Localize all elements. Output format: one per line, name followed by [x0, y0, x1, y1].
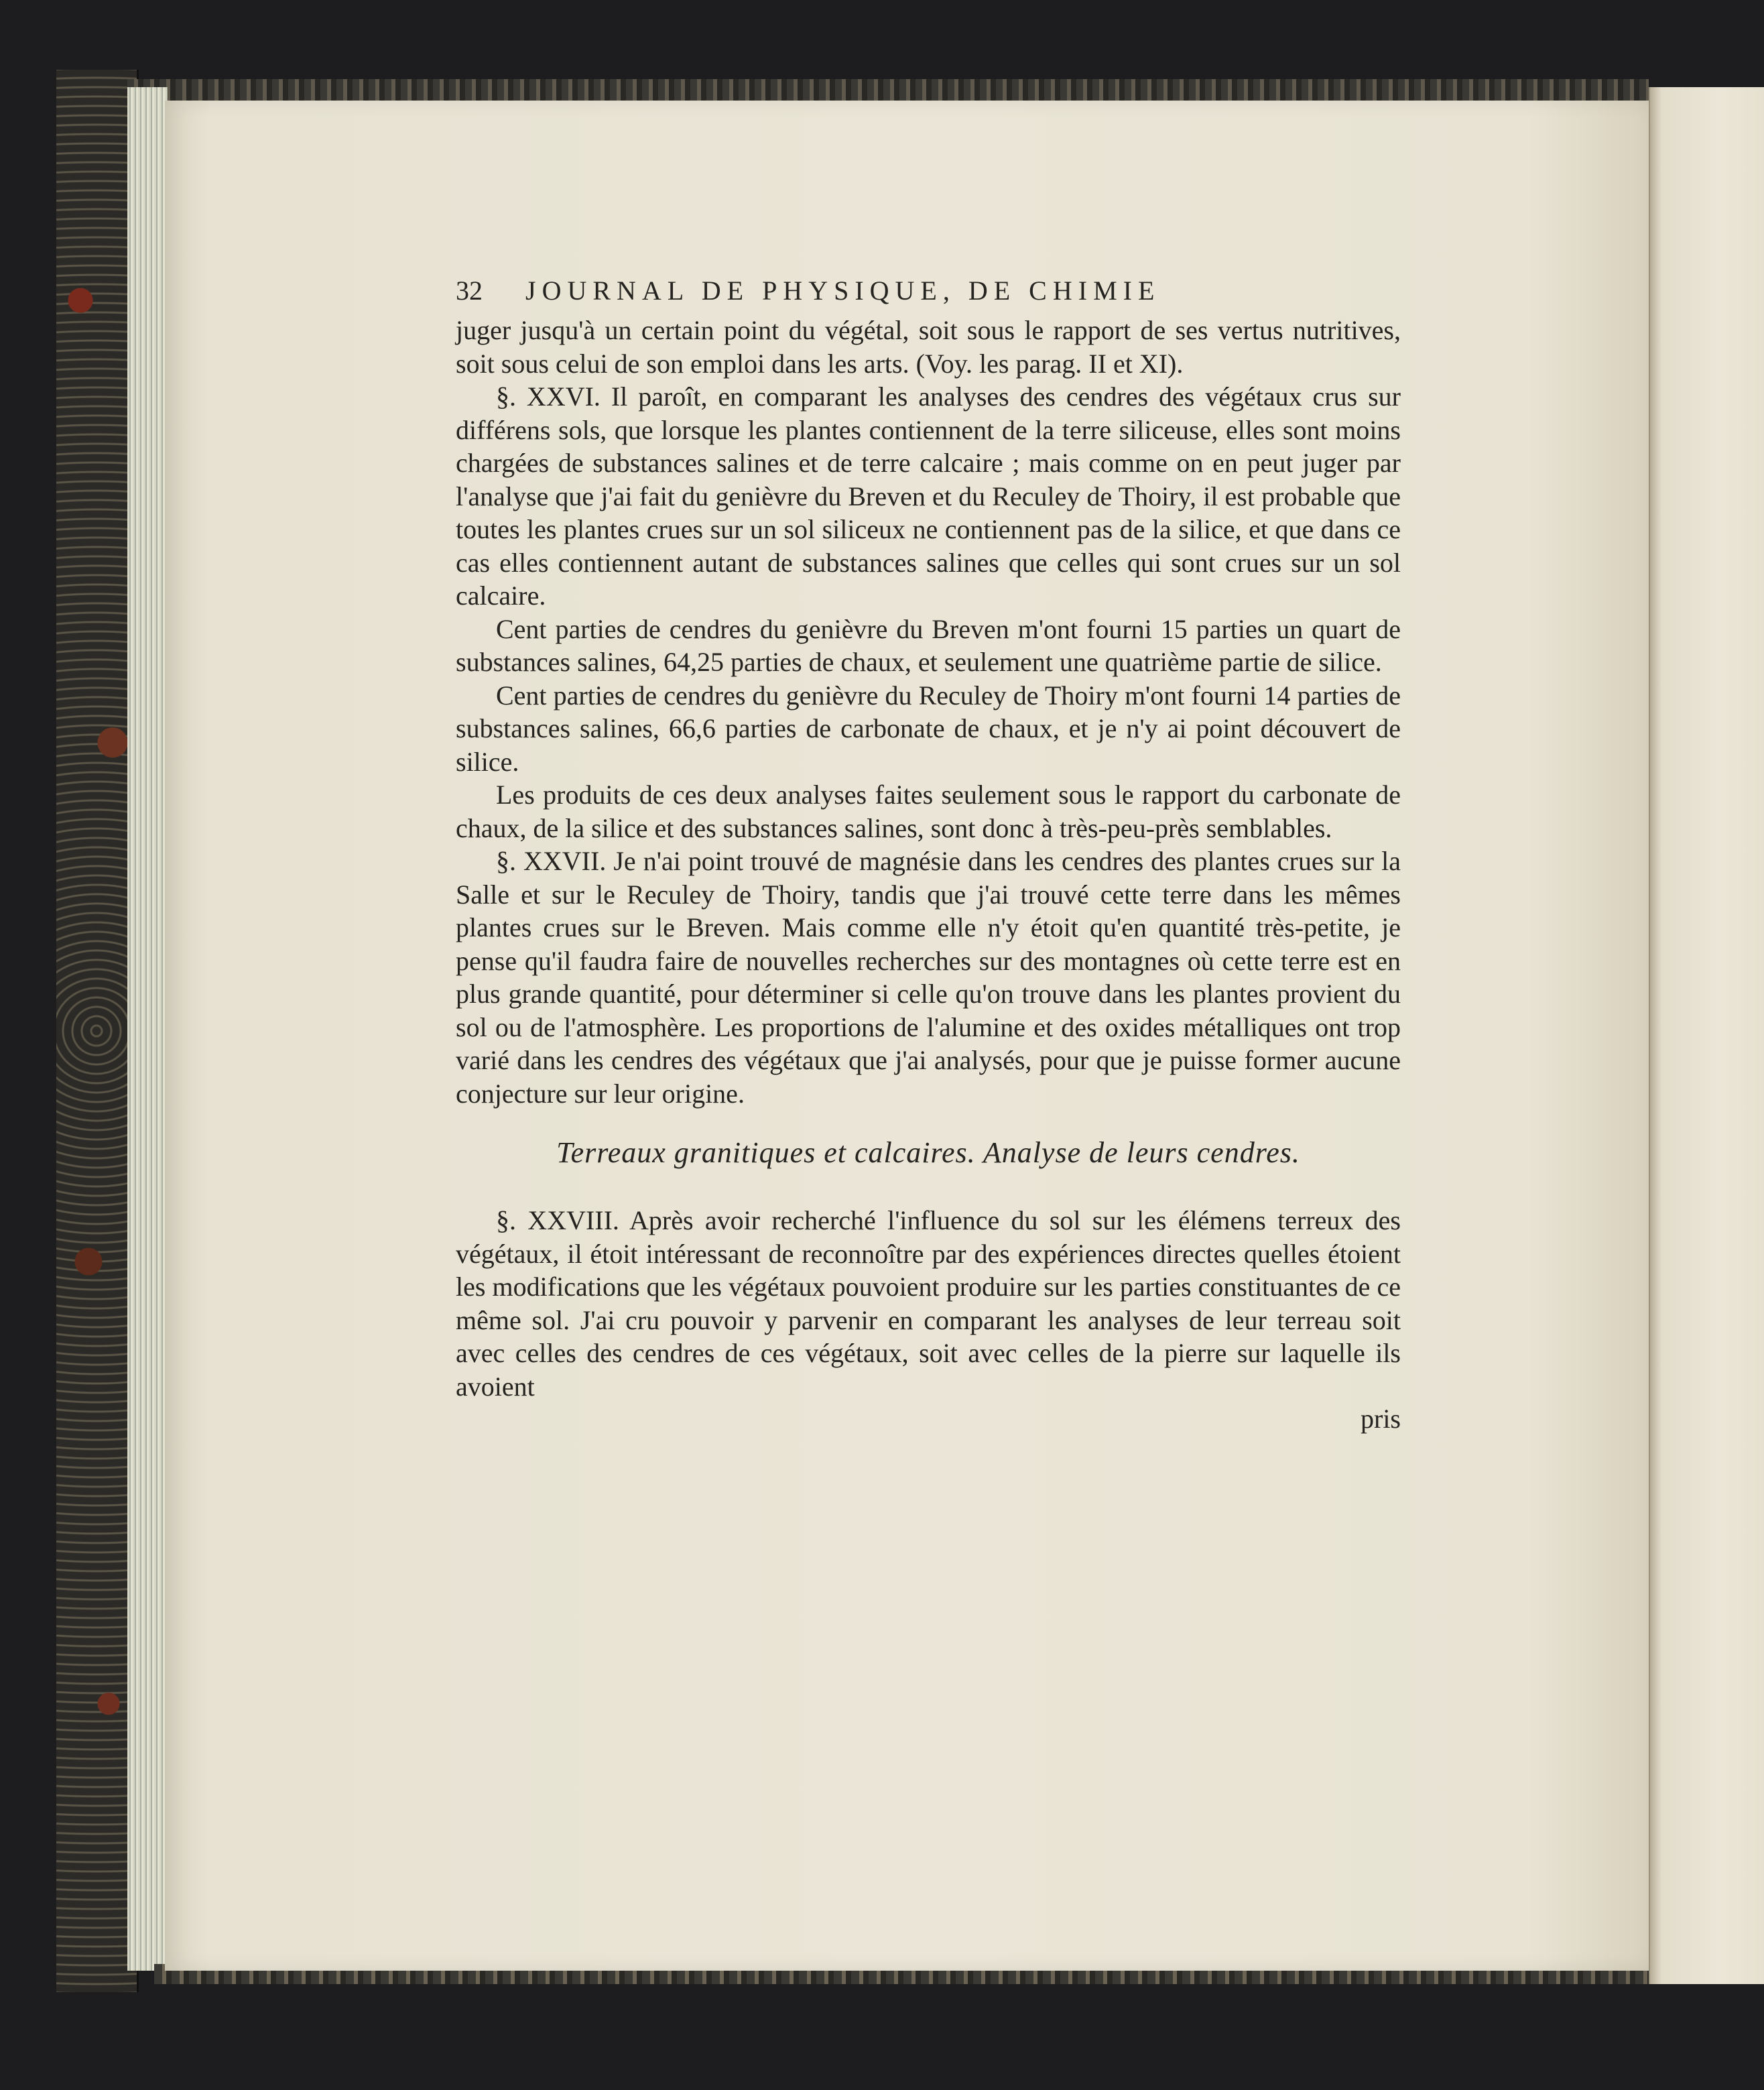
book-binding: [56, 70, 139, 1992]
book-top-edge: [127, 79, 1649, 102]
catchword: pris: [1361, 1404, 1401, 1434]
facing-page-edge: [1649, 87, 1764, 1984]
paragraph-continuation: juger jusqu'à un certain point du végétal, soit sous le rapport de ses vertus nutritives, soit sous celui de son emploi dans les arts. (Voy. les parag. II et XI).: [456, 315, 1401, 379]
page-header: [456, 275, 1401, 314]
paragraph-reculey-analysis: Cent parties de cendres du genièvre du Reculey de Thoiry m'ont fourni 14 parties de substances salines, 66,6 parties de carbonate de chaux, et je n'y ai point découvert de silice.: [456, 680, 1401, 777]
paragraph-comparison: Les produits de ces deux analyses faites seulement sous le rapport du carbonate de chaux, de la silice et des substances salines, sont donc à très-peu-près semblables.: [456, 780, 1401, 843]
running-head: JOURNAL DE PHYSIQUE, DE CHIMIE: [525, 275, 1161, 306]
section-heading: Terreaux granitiques et calcaires. Analyse de leurs cendres.: [556, 1136, 1300, 1169]
page-number: 32: [456, 275, 483, 306]
page-content: [456, 275, 1401, 1435]
paragraph-breven-analysis: Cent parties de cendres du genièvre du Breven m'ont fourni 15 parties un quart de substances salines, 64,25 parties de chaux, et seulement une quatrième partie de silice.: [456, 613, 1401, 677]
paragraph-section-xxvi: §. XXVI. Il paroît, en comparant les analyses des cendres des végétaux crus sur différens sols, que lorsque les plantes contiennent de la terre siliceuse, elles sont moins chargées de substances salines et de terre calcaire ; mais comme on en peut juger par l'analyse que j'ai fait du genièvre du Breven et du Reculey de Thoiry, il est probable que toutes les plantes crues sur un sol siliceux ne contiennent pas de la silice, et que dans ce cas elles contiennent autant de substances salines que celles qui sont crues sur un sol calcaire.: [456, 381, 1401, 611]
paragraph-section-xxvii: §. XXVII. Je n'ai point trouvé de magnésie dans les cendres des plantes crues sur la Salle et sur le Reculey de Thoiry, tandis que j'ai trouvé cette terre dans les mêmes plantes crues sur le Breven. Mais comme elle n'y étoit qu'en quantité très-petite, je pense qu'il faudra faire de nouvelles recherches sur des montagnes où cette terre est en plus grande quantité, pour déterminer si celle qu'on trouve dans les plantes provient du sol ou de l'atmosphère. Les proportions de l'alumine et des oxides métalliques ont trop varié dans les cendres des végétaux que j'ai analysés, pour que je puisse former aucune conjecture sur leur origine.: [456, 846, 1401, 1109]
page-edges: [127, 87, 168, 1971]
paragraph-section-xxviii: §. XXVIII. Après avoir recherché l'influence du sol sur les élémens terreux des végétaux, il étoit intéressant de reconnoître par des expériences directes quelles étoient les modifications que les végétaux pouvoient produire sur les parties constituantes de ce même sol. J'ai cru pouvoir y parvenir en comparant les analyses de leur terreau soit avec celles des cendres de ces végétaux, soit avec celles de la pierre sur laquelle ils avoient: [456, 1205, 1401, 1402]
